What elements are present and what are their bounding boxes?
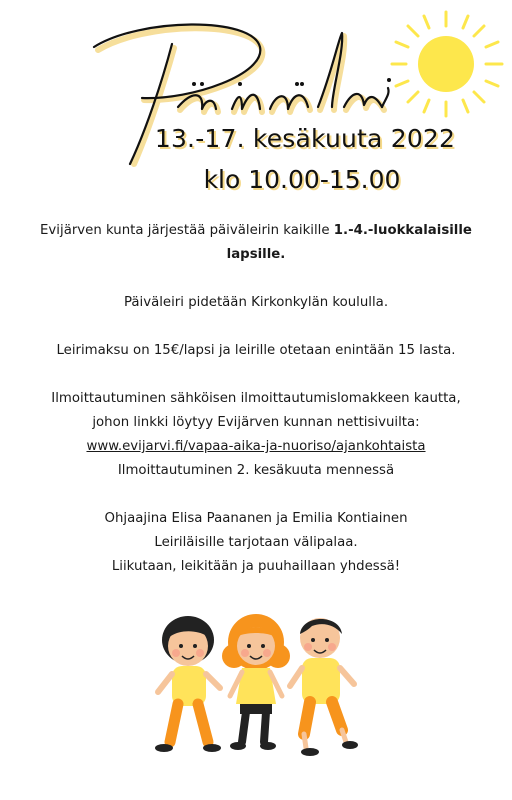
registration-paragraph: Ilmoittautuminen sähköisen ilmoittautumislomakkeen kautta, johon linkki löytyy Evijärven kunnan nettisivuilta: — [51, 391, 461, 430]
deadline-paragraph: Ilmoittautuminen 2. kesäkuuta mennessä — [117, 463, 395, 478]
event-time: klo 10.00-15.00 — [203, 165, 401, 194]
activities-line: Liikutaan, leikitään ja puuhaillaan yhdessä! — [111, 559, 401, 574]
intro-text: Evijärven kunta järjestää päiväleirin kaikille — [40, 223, 334, 238]
child-boy — [290, 618, 358, 756]
fee-paragraph: Leirimaksu on 15€/lapsi ja leirille otetaan enintään 15 lasta. — [56, 343, 456, 358]
sun-icon — [388, 6, 508, 122]
registration-link[interactable]: www.evijarvi.fi/vapaa-aika-ja-nuoriso/ajankohtaista — [86, 439, 426, 454]
leaders-line: Ohjaajina Elisa Paananen ja Emilia Kontiainen — [104, 511, 408, 526]
location-paragraph: Päiväleiri pidetään Kirkonkylän koululla. — [123, 295, 389, 310]
snack-line: Leiriläisille tarjotaan välipalaa. — [154, 535, 358, 550]
child-dark-hair — [155, 616, 221, 752]
intro-bold-text: 1.-4.-luokkalaisille lapsille. — [226, 223, 472, 262]
child-orange-hair — [222, 614, 290, 750]
poster-body — [40, 219, 472, 579]
children-illustration — [150, 612, 362, 762]
intro-paragraph — [40, 219, 472, 267]
event-dates: 13.-17. kesäkuuta 2022 — [154, 124, 456, 153]
registration-link-line — [40, 435, 472, 459]
